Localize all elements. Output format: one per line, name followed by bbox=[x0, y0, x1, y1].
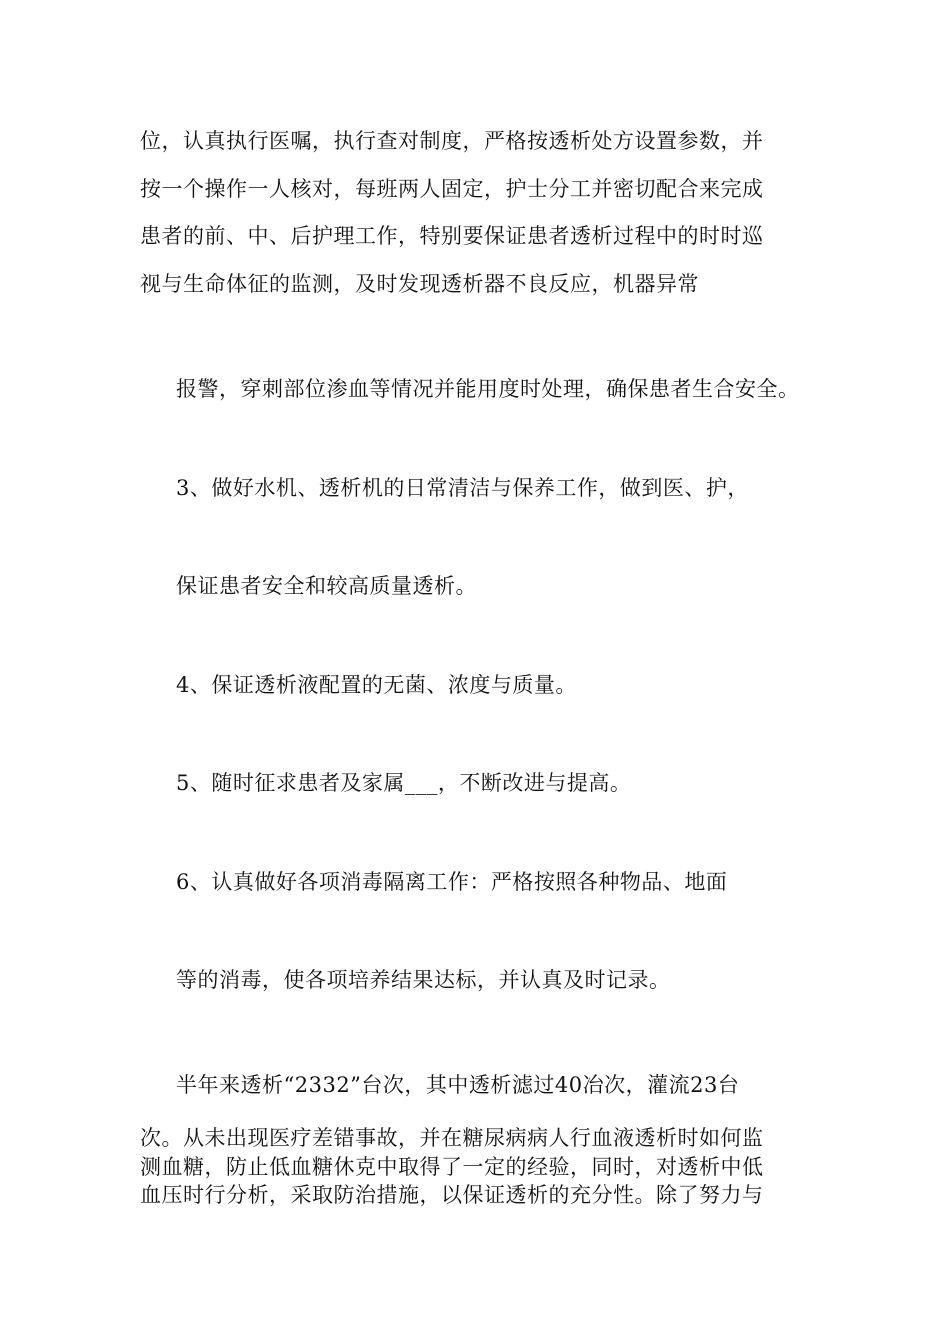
text-line: 半年来透析“2332”台次，其中透析滤过40冶次，灌流23台 bbox=[176, 1073, 740, 1097]
text-line: 报警，穿刺部位渗血等情况并能用度时处理，确保患者生合安全。 bbox=[176, 377, 800, 401]
text-line: 视与生命体征的监测，及时发现透析器不良反应，机器异常 bbox=[140, 272, 699, 296]
text-line: 患者的前、中、后护理工作，特别要保证患者透析过程中的时时巡 bbox=[140, 224, 764, 248]
text-line: 血压时行分析，采取防治措施，以保证透析的充分性。除了努力与 bbox=[140, 1183, 764, 1207]
list-item: 5、随时征求患者及家属___，不断改进与提高。 bbox=[176, 771, 632, 795]
text-line: 等的消毒，使各项培养结果达标，并认真及时记录。 bbox=[176, 968, 671, 992]
text-line: 次。从未出现医疗差错事故，并在糖尿病病人行血液透析时如何监 bbox=[140, 1126, 764, 1150]
text-line: 按一个操作一人核对，每班两人固定，护士分工并密切配合来完成 bbox=[140, 177, 764, 201]
text-line: 测血糖，防止低血糖休克中取得了一定的经验，同时，对透析中低 bbox=[140, 1155, 764, 1179]
list-item: 3、做好水机、透析机的日常清洁与保养工作，做到医、护， bbox=[176, 476, 749, 500]
list-item: 4、保证透析液配置的无菌、浓度与质量。 bbox=[176, 673, 577, 697]
text-line: 位，认真执行医嘱，执行查对制度，严格按透析处方设置参数，并 bbox=[140, 129, 764, 153]
list-item: 6、认真做好各项消毒隔离工作：严格按照各种物品、地面 bbox=[176, 870, 728, 894]
text-line: 保证患者安全和较高质量透析。 bbox=[176, 574, 477, 598]
